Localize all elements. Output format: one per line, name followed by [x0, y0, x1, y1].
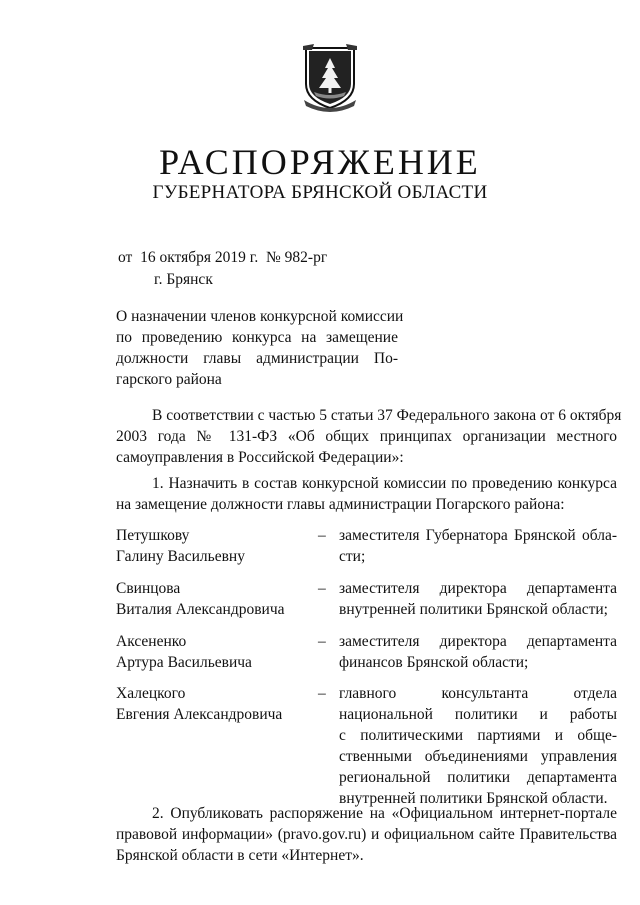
item-2-paragraph: [116, 803, 617, 866]
order-number-sign: №: [265, 249, 281, 266]
order-date: 16 октября 2019 г.: [140, 249, 259, 266]
member-name: [116, 525, 306, 567]
paragraph-line: В соответствии с частью 5 статьи 37 Федерального закона от 6 октября: [152, 407, 622, 424]
role-line: внутренней политики Брянской области;: [339, 601, 608, 618]
paragraph-line: 2003 года № 131-ФЗ «Об общих принципах организации местного: [116, 428, 617, 445]
member-role: [339, 683, 617, 809]
paragraph-line: самоуправления в Российской Федерации»:: [116, 449, 404, 466]
role-line: финансов Брянской области;: [339, 654, 529, 671]
role-line: сти;: [339, 548, 366, 565]
order-date-number: [118, 248, 327, 268]
member-given-name: Евгения Александровича: [116, 706, 283, 723]
role-line: заместителя Губернатора Брянской обла-: [339, 527, 617, 544]
subject-line: гарского района: [116, 371, 222, 388]
member-name: [116, 683, 306, 725]
member-given-name: Артура Васильевича: [116, 654, 252, 671]
document-type-title: РАСПОРЯЖЕНИЕ: [159, 142, 481, 182]
paragraph-line: Брянской области в сети «Интернет».: [116, 847, 364, 864]
paragraph-line: на замещение должности главы администрации Погарского района:: [116, 496, 565, 513]
member-dash: –: [318, 580, 326, 597]
role-line: национальной политики и работы: [339, 706, 617, 723]
subject-line: О назначении членов конкурсной комиссии: [116, 308, 404, 325]
member-given-name: Галину Васильевну: [116, 548, 245, 565]
subject-line: должности главы администрации По-: [116, 350, 398, 367]
member-dash: –: [318, 685, 326, 702]
order-prefix: от: [118, 249, 133, 266]
role-line: ственными объединениями управления: [339, 748, 617, 765]
member-role: [339, 578, 617, 620]
member-surname: Аксененко: [116, 633, 187, 650]
member-role: [339, 631, 617, 673]
role-line: заместителя директора департамента: [339, 580, 617, 597]
role-line: региональной политики департамента: [339, 769, 617, 786]
member-role: [339, 525, 617, 567]
member-name: [116, 631, 306, 673]
paragraph-line: 2. Опубликовать распоряжение на «Официальном интернет-портале: [152, 805, 617, 822]
member-name: [116, 578, 306, 620]
bryansk-coat-of-arms-icon: [300, 40, 360, 112]
item-1-paragraph: [116, 473, 617, 515]
subject-line: по проведению конкурса на замещение: [116, 329, 398, 346]
member-given-name: Виталия Александровича: [116, 601, 285, 618]
issuer-title: ГУБЕРНАТОРА БРЯНСКОЙ ОБЛАСТИ: [152, 182, 488, 203]
role-line: внутренней политики Брянской области.: [339, 790, 608, 807]
member-dash: –: [318, 527, 326, 544]
paragraph-line: 1. Назначить в состав конкурсной комиссии по проведению конкурса: [152, 475, 617, 492]
member-surname: Свинцова: [116, 580, 181, 597]
subject-block: [116, 306, 404, 390]
paragraph-line: правовой информации» (pravo.gov.ru) и официальном сайте Правительства: [116, 826, 617, 843]
order-city: г. Брянск: [154, 271, 213, 288]
member-surname: Халецкого: [116, 685, 186, 702]
order-number: 982-рг: [284, 249, 328, 266]
preamble-paragraph: [116, 405, 622, 468]
role-line: заместителя директора департамента: [339, 633, 617, 650]
member-surname: Петушкову: [116, 527, 190, 544]
member-dash: –: [318, 633, 326, 650]
role-line: с политическими партиями и обще-: [339, 727, 617, 744]
role-line: главного консультанта отдела: [339, 685, 617, 702]
